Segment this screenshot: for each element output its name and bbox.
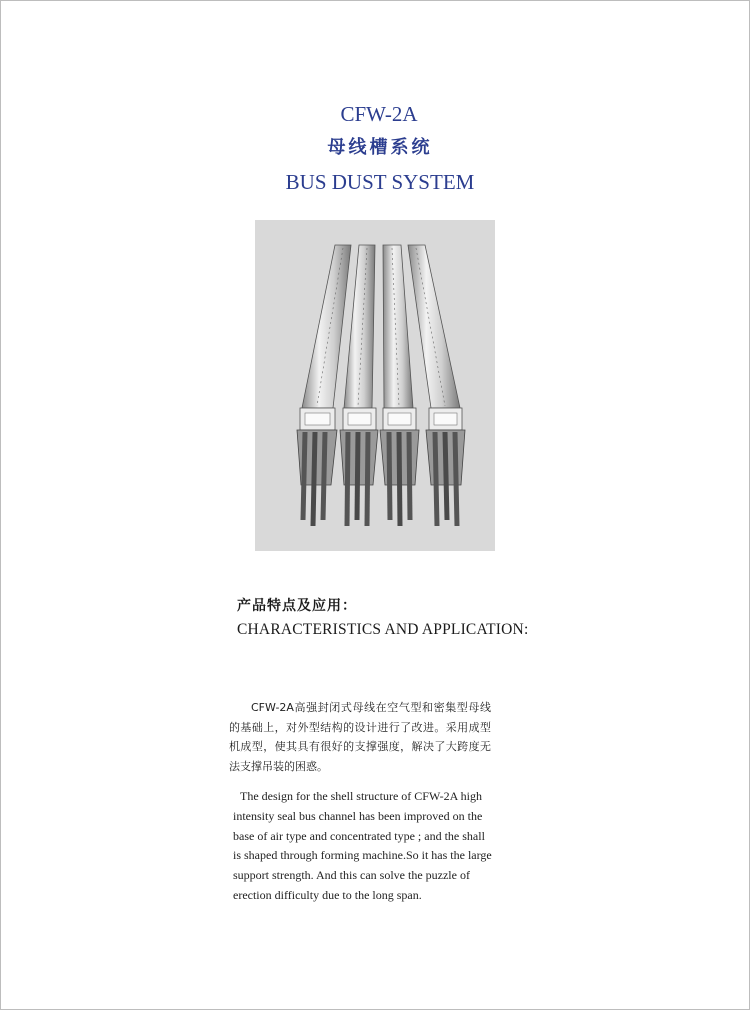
- product-title-en: BUS DUST SYSTEM: [285, 170, 475, 194]
- title-block: [0, 100, 750, 197]
- product-title-cn: 母线槽系统: [327, 137, 433, 158]
- busway-section-4: [408, 245, 465, 526]
- product-model: CFW-2A: [340, 102, 418, 126]
- busway-section-1: [297, 245, 351, 526]
- description-cn: CFW-2A高强封闭式母线在空气型和密集型母线的基础上，对外型结构的设计进行了改进。采用成型机成型，使其具有很好的支撑强度，解决了大跨度无法支撑吊装的困惑。: [229, 701, 491, 773]
- characteristics-heading-en: CHARACTERISTICS AND APPLICATION:: [237, 621, 529, 638]
- description-en: The design for the shell structure of CFW-2A high intensity seal bus channel has been improved on the base of air type and concentrated type ; and the shall is shaped through forming machine.So it has the large support strength. And this can solve the puzzle of erection difficulty due to the long span.: [233, 789, 492, 902]
- busway-section-3: [380, 245, 419, 526]
- characteristics-heading-cn: 产品特点及应用：: [237, 598, 357, 614]
- busway-illustration: [255, 220, 495, 551]
- product-photo: [255, 220, 495, 551]
- characteristics-heading: [237, 596, 528, 641]
